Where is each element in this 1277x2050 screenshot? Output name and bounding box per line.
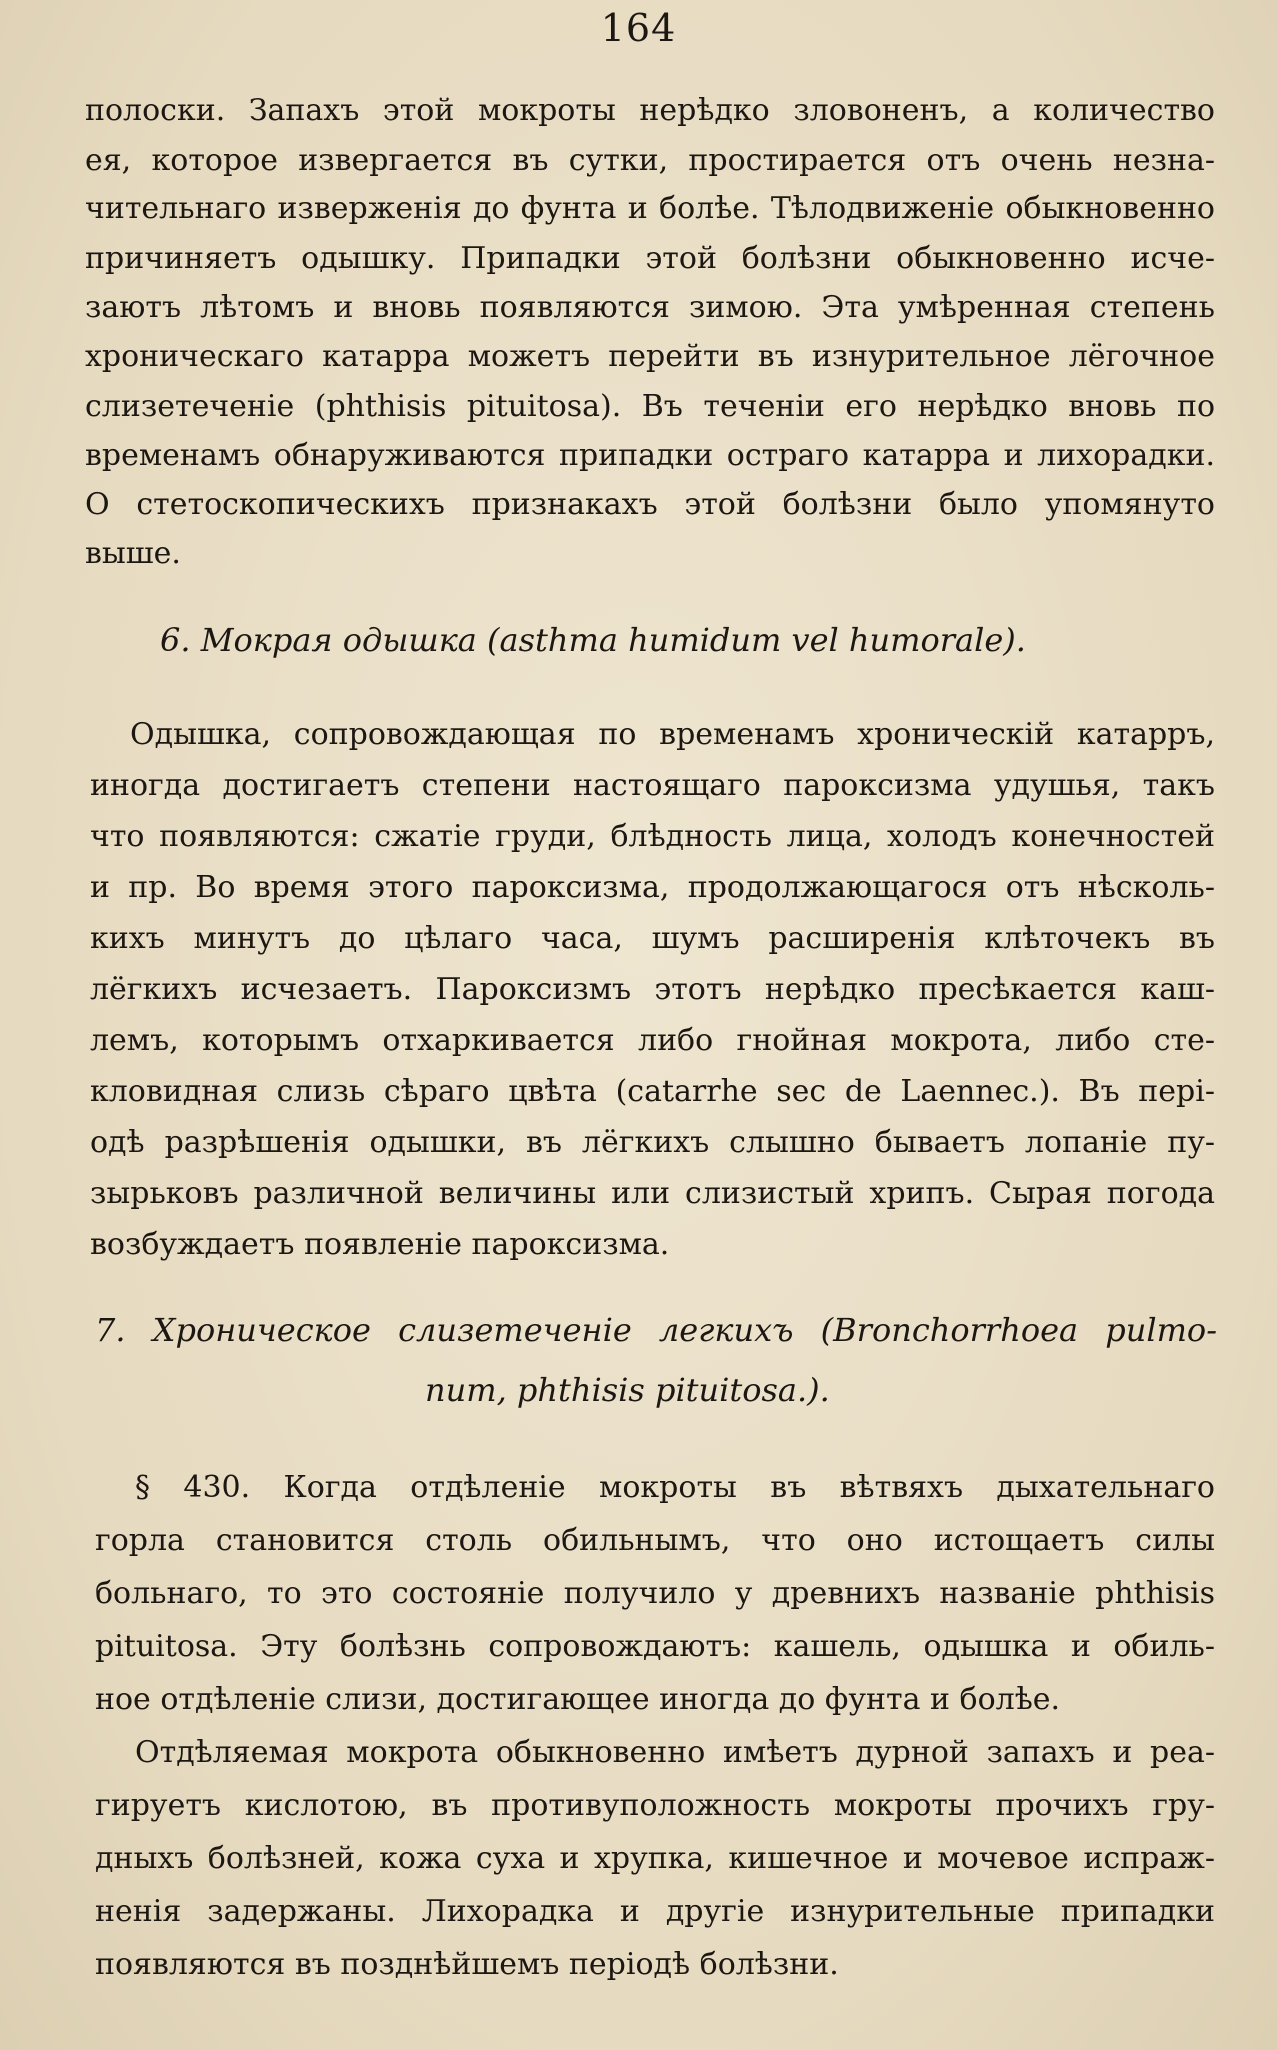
text-line: § 430. Когда отдѣленіе мокроты въ вѣтвяхъ дыхательнаго	[135, 1470, 1215, 1505]
text-line: Одышка, сопровождающая по временамъ хроническій катарръ,	[130, 717, 1215, 752]
text-line: причиняетъ одышку. Припадки этой болѣзни обыкновенно исче-	[85, 241, 1215, 276]
text-line: кловидная слизь сѣраго цвѣта (catarrhe sec de Laennec.). Въ пері-	[90, 1074, 1215, 1109]
text-line: ное отдѣленіе слизи, достигающее иногда до фунта и болѣе.	[95, 1682, 1061, 1717]
text-line: полоски. Запахъ этой мокроты нерѣдко зловоненъ, а количество	[85, 93, 1215, 128]
text-line: гируетъ кислотою, въ противуположность мокроты прочихъ гру-	[95, 1788, 1215, 1823]
text-line: лёгкихъ исчезаетъ. Пароксизмъ этотъ нерѣдко пресѣкается каш-	[90, 972, 1215, 1007]
text-line: временамъ обнаруживаются припадки остраго катарра и лихорадки.	[85, 438, 1215, 473]
text-line: кихъ минутъ до цѣлаго часа, шумъ расширенія клѣточекъ въ	[90, 921, 1215, 956]
text-line: иногда достигаетъ степени настоящаго пароксизма удушья, такъ	[90, 768, 1215, 803]
text-line: возбуждаетъ появленіе пароксизма.	[90, 1227, 670, 1262]
section-heading-7: 7. Хроническое слизетеченіе легкихъ (Bronchorrhoea pulmo-	[95, 1311, 1217, 1349]
text-line: слизетеченіе (phthisis pituitosa). Въ теченіи его нерѣдко вновь по	[85, 389, 1215, 424]
text-line: ея, которое извергается въ сутки, простирается отъ очень незна-	[85, 143, 1215, 178]
text-line: зырьковъ различной величины или слизистый хрипъ. Сырая погода	[90, 1176, 1215, 1211]
text-line: заютъ лѣтомъ и вновь появляются зимою. Эта умѣренная степень	[85, 290, 1215, 325]
text-line: О стетоскопическихъ признакахъ этой болѣзни было упомянуто	[85, 487, 1215, 522]
text-line: Отдѣляемая мокрота обыкновенно имѣетъ дурной запахъ и реа-	[135, 1735, 1215, 1770]
text-line: pituitosa. Эту болѣзнь сопровождаютъ: кашель, одышка и обиль-	[95, 1629, 1215, 1664]
text-line: чительнаго изверженія до фунта и болѣе. Тѣлодвиженіе обыкновенно	[85, 191, 1215, 226]
text-line: и пр. Во время этого пароксизма, продолжающагося отъ нѣсколь-	[90, 870, 1215, 905]
text-line: что появляются: сжатіе груди, блѣдность лица, холодъ конечностей	[90, 819, 1215, 854]
section-heading-6: 6. Мокрая одышка (asthma humidum vel humorale).	[160, 621, 1026, 659]
text-line: ненія задержаны. Лихорадка и другіе изнурительные припадки	[95, 1894, 1215, 1929]
section-heading-7-continued: num, phthisis pituitosa.).	[425, 1371, 830, 1409]
text-line: горла становится столь обильнымъ, что оно истощаетъ силы	[95, 1523, 1215, 1558]
text-line: больнаго, то это состояніе получило у древнихъ названіе phthisis	[95, 1576, 1215, 1611]
page-number: 164	[600, 6, 677, 50]
text-line: одѣ разрѣшенія одышки, въ лёгкихъ слышно бываетъ лопаніе пу-	[90, 1125, 1215, 1160]
text-line: появляются въ позднѣйшемъ періодѣ болѣзни.	[95, 1947, 839, 1982]
text-line: лемъ, которымъ отхаркивается либо гнойная мокрота, либо сте-	[90, 1023, 1215, 1058]
text-line: выше.	[85, 536, 181, 571]
text-line: дныхъ болѣзней, кожа суха и хрупка, кишечное и мочевое испраж-	[95, 1841, 1215, 1876]
text-line: хроническаго катарра можетъ перейти въ изнурительное лёгочное	[85, 339, 1215, 374]
